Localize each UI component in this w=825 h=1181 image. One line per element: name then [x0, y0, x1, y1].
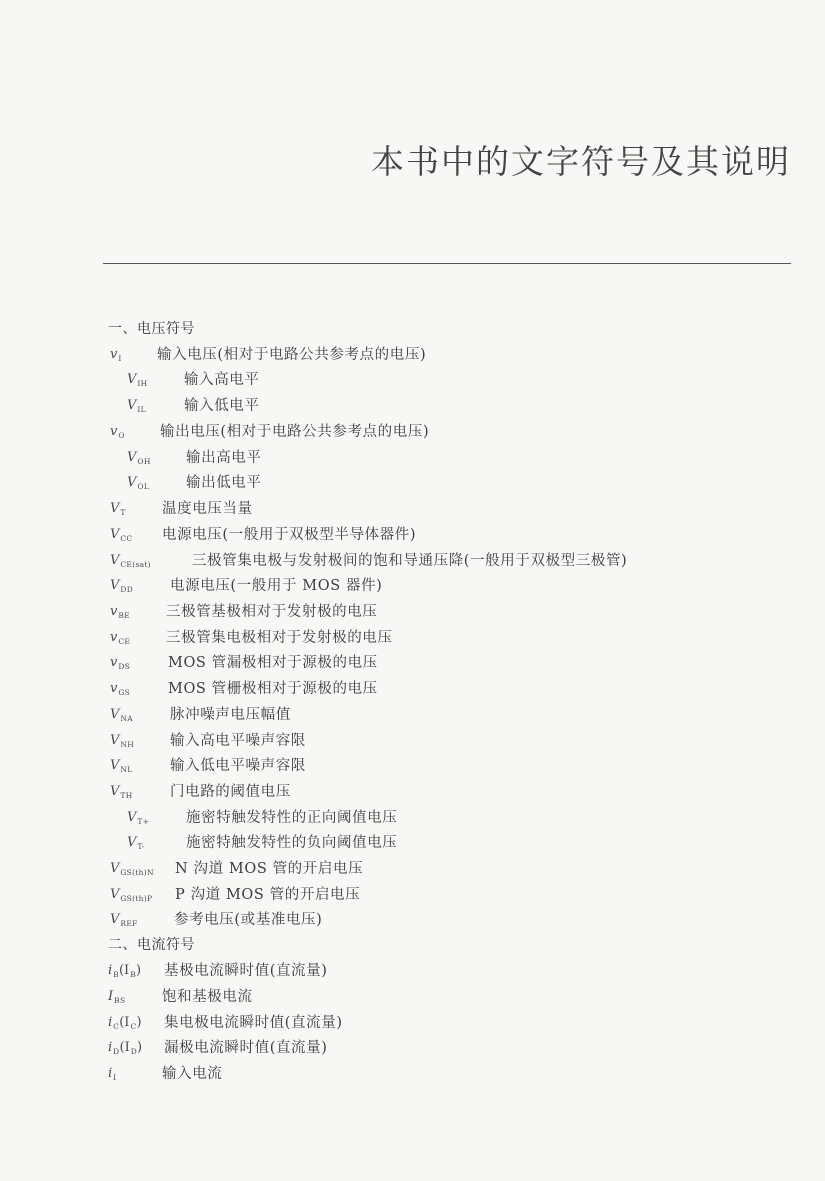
symbol-description: 输入电流: [162, 1066, 223, 1082]
symbol: $V_{T+}$: [127, 810, 150, 826]
symbol: $i_C(I_C)$: [108, 1015, 142, 1031]
symbol: $v_{BE}$: [110, 604, 130, 620]
symbol-description: 饱和基极电流: [162, 989, 253, 1005]
symbol-description: 输出电压(相对于电路公共参考点的电压): [160, 424, 430, 440]
symbol: $i_I$: [108, 1066, 117, 1082]
symbol-description: N 沟道 MOS 管的开启电压: [175, 861, 364, 877]
symbol: $v_{CE}$: [110, 630, 131, 646]
symbol: $V_{REF}$: [110, 912, 138, 928]
symbol-description: 电源电压(一般用于 MOS 器件): [170, 578, 383, 594]
symbol-description: 三极管集电极与发射极间的饱和导通压降(一般用于双极型三极管): [192, 553, 628, 569]
symbol-description: 三极管集电极相对于发射极的电压: [166, 630, 393, 646]
symbol: $V_{NA}$: [110, 707, 133, 723]
symbol: $V_{CE(sat)}$: [110, 553, 151, 569]
symbol-description: 三极管基极相对于发射极的电压: [166, 604, 378, 620]
symbol-description: 输入低电平噪声容限: [170, 758, 306, 774]
symbol: $V_{OL}$: [127, 475, 150, 491]
symbol: $V_{OH}$: [127, 450, 151, 466]
symbol-description: 脉冲噪声电压幅值: [170, 707, 291, 723]
symbol-description: 温度电压当量: [162, 501, 253, 517]
symbol-description: 门电路的阈值电压: [170, 784, 291, 800]
symbol: $V_T$: [110, 501, 126, 517]
symbol-description: MOS 管漏极相对于源极的电压: [168, 655, 378, 671]
symbol-description: 输入电压(相对于电路公共参考点的电压): [157, 347, 427, 363]
symbol: $I_{BS}$: [108, 989, 126, 1005]
symbol-description: 施密特触发特性的负向阈值电压: [186, 835, 398, 851]
symbol-description: 输入高电平噪声容限: [170, 733, 306, 749]
symbol: $v_{DS}$: [110, 655, 131, 671]
symbol-description: 输出高电平: [186, 450, 262, 466]
symbol-description: 输入高电平: [184, 372, 260, 388]
symbol: $v_{GS}$: [110, 681, 131, 697]
symbol-description: 漏极电流瞬时值(直流量): [164, 1040, 328, 1056]
symbol: $V_{TH}$: [110, 784, 133, 800]
symbol: $V_{DD}$: [110, 578, 134, 594]
symbol: $v_I$: [110, 347, 122, 363]
symbol: $i_B(I_B)$: [108, 963, 142, 979]
symbol-description: 集电极电流瞬时值(直流量): [164, 1015, 343, 1031]
symbol-description: MOS 管栅极相对于源极的电压: [168, 681, 378, 697]
section-heading-voltage: 一、电压符号: [108, 321, 195, 337]
symbol-description: 施密特触发特性的正向阈值电压: [186, 810, 398, 826]
symbol-description: 电源电压(一般用于双极型半导体器件): [162, 527, 417, 543]
symbol: $V_{NH}$: [110, 733, 135, 749]
symbol: $V_{GS(th)N}$: [110, 861, 154, 877]
symbol: $V_{T-}$: [127, 835, 145, 851]
symbol-description: P 沟道 MOS 管的开启电压: [175, 887, 361, 903]
symbol: $v_O$: [110, 424, 125, 440]
symbol: $V_{IH}$: [127, 372, 148, 388]
symbol: $V_{IL}$: [127, 398, 146, 414]
symbol-description: 参考电压(或基准电压): [174, 912, 323, 928]
symbol: $V_{CC}$: [110, 527, 133, 543]
symbol-description: 输出低电平: [186, 475, 262, 491]
symbol: $V_{NL}$: [110, 758, 133, 774]
symbol-description: 基极电流瞬时值(直流量): [164, 963, 328, 979]
symbol-description: 输入低电平: [184, 398, 260, 414]
page-title: 本书中的文字符号及其说明: [371, 142, 791, 181]
symbol: $i_D(I_D)$: [108, 1040, 143, 1056]
symbol: $V_{GS(th)P}$: [110, 887, 153, 903]
section-heading-current: 二、电流符号: [108, 937, 195, 953]
